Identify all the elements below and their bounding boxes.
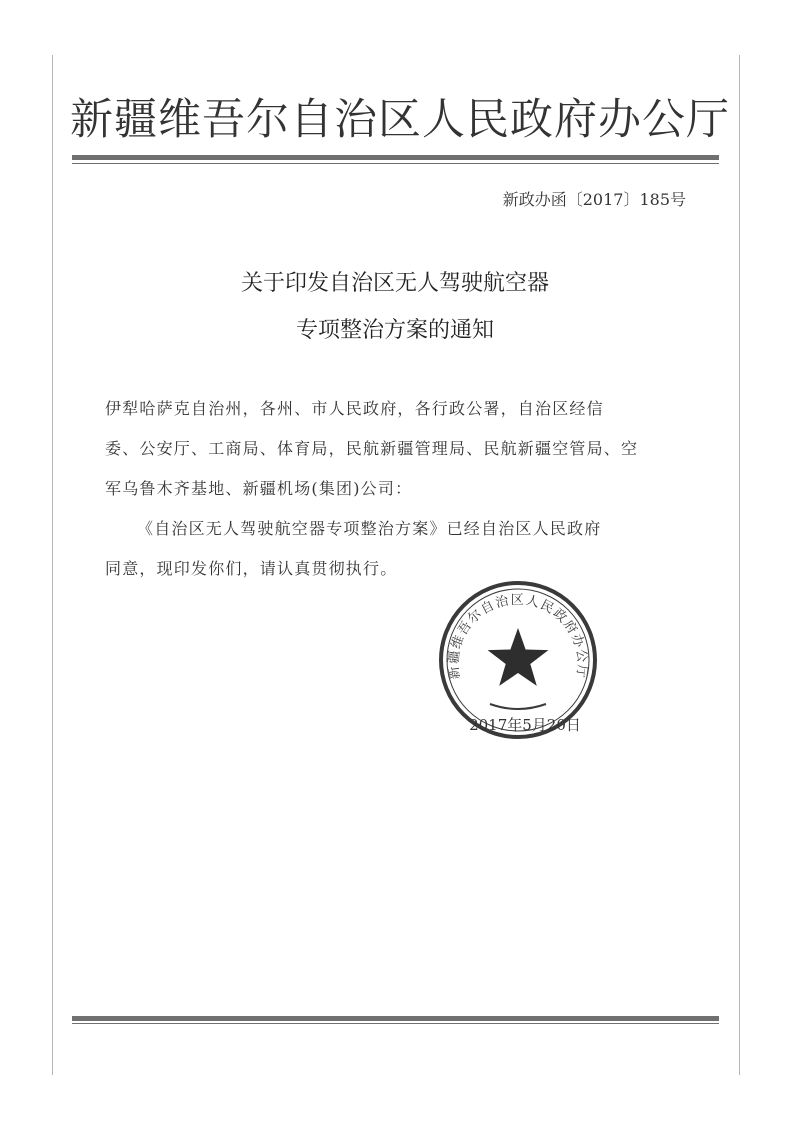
footer-rule-thin bbox=[72, 1023, 719, 1024]
page-margin-right bbox=[739, 55, 740, 1075]
body-paragraph-line-2: 同意，现印发你们，请认真贯彻执行。 bbox=[105, 559, 398, 578]
document-title-line-1: 关于印发自治区无人驾驶航空器 bbox=[240, 271, 549, 296]
document-number: 新政办函〔2017〕185号 bbox=[502, 190, 686, 209]
seal-text: 新疆维吾尔自治区人民政府办公厅 bbox=[446, 592, 590, 681]
masthead-rule-thick bbox=[72, 155, 719, 160]
recipients-line-2: 委、公安厅、工商局、体育局，民航新疆管理局、民航新疆空管局、空 bbox=[105, 439, 639, 458]
issue-date: 2017年5月20日 bbox=[469, 716, 581, 734]
document-title-line-2: 专项整治方案的通知 bbox=[295, 318, 494, 343]
seal-bottom-script bbox=[490, 704, 546, 709]
page-margin-left bbox=[52, 55, 53, 1075]
recipients-line-1: 伊犁哈萨克自治州，各州、市人民政府，各行政公署，自治区经信 bbox=[105, 399, 604, 418]
body-paragraph-line-1: 《自治区无人驾驶航空器专项整治方案》已经自治区人民政府 bbox=[137, 519, 602, 538]
footer-rule-thick bbox=[72, 1016, 719, 1021]
seal-star-icon bbox=[488, 628, 549, 686]
recipients-line-3: 军乌鲁木齐基地、新疆机场(集团)公司： bbox=[105, 479, 413, 498]
masthead-agency-name: 新疆维吾尔自治区人民政府办公厅 bbox=[70, 95, 730, 145]
masthead-rule-thin bbox=[72, 163, 719, 164]
